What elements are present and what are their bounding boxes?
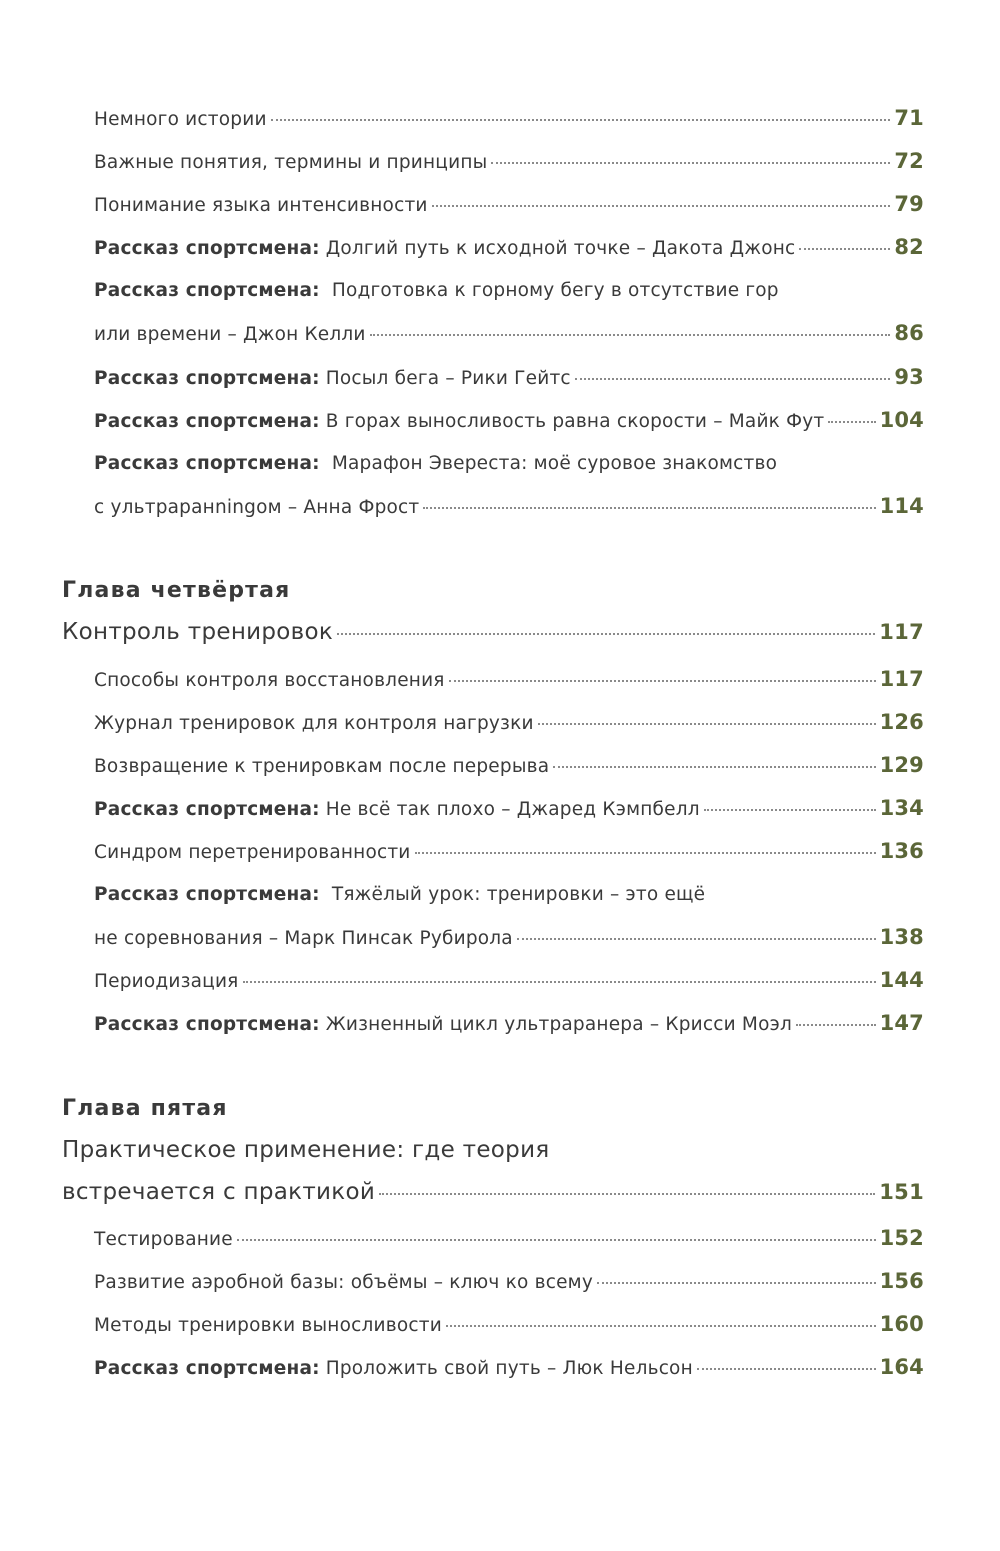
toc-entry-title: Возвращение к тренировкам после перерыва [94, 756, 550, 777]
toc-entry-page: 117 [879, 620, 924, 644]
toc-entry-title: Способы контроля восстановления [94, 670, 445, 691]
toc-entry-page: 126 [879, 710, 924, 734]
toc-entry-page: 160 [879, 1312, 924, 1336]
toc-entry-page: 117 [879, 667, 924, 691]
toc-entry[interactable] [94, 106, 924, 130]
athlete-story-label: Рассказ спортсмена: [94, 1358, 320, 1379]
toc-entry[interactable] [94, 365, 924, 389]
toc-entry[interactable] [94, 192, 924, 216]
toc-entry-line[interactable] [94, 453, 777, 474]
toc-entry[interactable] [94, 710, 924, 734]
leader-dots [449, 680, 876, 682]
toc-entry[interactable] [94, 235, 924, 259]
toc-entry-page: 152 [879, 1226, 924, 1250]
toc-entry[interactable] [94, 494, 924, 518]
toc-entry-title: Методы тренировки выносливости [94, 1315, 442, 1336]
toc-entry-title: или времени – Джон Келли [94, 324, 366, 345]
athlete-story-label: Рассказ спортсмена: [94, 1014, 320, 1035]
leader-dots [379, 1193, 875, 1195]
leader-dots [517, 938, 876, 940]
toc-entry-title: Проложить свой путь – Люк Нельсон [325, 1358, 693, 1379]
athlete-story-label: Рассказ спортсмена: [94, 368, 320, 389]
toc-entry-line[interactable] [94, 280, 779, 301]
toc-entry-title: Немного истории [94, 109, 267, 130]
toc-entry-title: Подготовка к горному бегу в отсутствие гор [331, 280, 779, 301]
chapter-heading: Глава четвёртая [62, 578, 291, 603]
toc-entry[interactable] [94, 1226, 924, 1250]
toc-entry-line[interactable] [94, 884, 705, 905]
leader-dots [799, 248, 890, 250]
toc-entry-page: 72 [894, 149, 924, 173]
toc-entry-title: Развитие аэробной базы: объёмы – ключ ко всему [94, 1272, 593, 1293]
toc-entry[interactable] [94, 925, 924, 949]
chapter-title-entry[interactable] [62, 1179, 924, 1205]
chapter-title: Практическое применение: где теория [62, 1137, 550, 1163]
leader-dots [828, 421, 875, 423]
toc-entry-title: В горах выносливость равна скорости – Майк Фут [325, 411, 825, 432]
toc-entry-page: 93 [894, 365, 924, 389]
toc-entry[interactable] [94, 321, 924, 345]
toc-entry[interactable] [94, 968, 924, 992]
toc-entry[interactable] [94, 1269, 924, 1293]
chapter-title: Контроль тренировок [62, 619, 334, 645]
toc-entry-page: 144 [879, 968, 924, 992]
toc-entry-page: 79 [894, 192, 924, 216]
leader-dots [415, 852, 876, 854]
toc-entry-page: 104 [879, 408, 924, 432]
leader-dots [597, 1282, 876, 1284]
toc-entry-title: Не всё так плохо – Джаред Кэмпбелл [325, 799, 700, 820]
toc-entry-title: Журнал тренировок для контроля нагрузки [94, 713, 534, 734]
toc-entry-page: 129 [879, 753, 924, 777]
toc-entry-page: 151 [879, 1180, 924, 1204]
leader-dots [796, 1024, 876, 1026]
toc-entry-page: 134 [879, 796, 924, 820]
chapter-heading: Глава пятая [62, 1096, 228, 1121]
chapter-title-line[interactable] [62, 1137, 549, 1163]
toc-entry-page: 164 [879, 1355, 924, 1379]
athlete-story-label: Рассказ спортсмена: [94, 238, 320, 259]
athlete-story-label: Рассказ спортсмена: [94, 453, 320, 474]
athlete-story-label: Рассказ спортсмена: [94, 884, 320, 905]
athlete-story-label: Рассказ спортсмена: [94, 280, 320, 301]
toc-entry[interactable] [94, 1355, 924, 1379]
leader-dots [271, 119, 891, 121]
toc-entry-title: Важные понятия, термины и принципы [94, 152, 488, 173]
leader-dots [538, 723, 876, 725]
toc-entry-page: 138 [879, 925, 924, 949]
leader-dots [337, 633, 875, 635]
toc-entry-title: Долгий путь к исходной точке – Дакота Джонс [325, 238, 796, 259]
leader-dots [243, 981, 876, 983]
toc-entry[interactable] [94, 667, 924, 691]
toc-entry[interactable] [94, 149, 924, 173]
chapter-title: встречается с практикой [62, 1179, 376, 1205]
leader-dots [491, 162, 890, 164]
toc-entry-title: Синдром перетренированности [94, 842, 411, 863]
athlete-story-label: Рассказ спортсмена: [94, 411, 320, 432]
toc-entry-title: с ультраранningом – Анна Фрост [94, 497, 420, 518]
leader-dots [432, 205, 891, 207]
toc-entry-title: Периодизация [94, 971, 239, 992]
leader-dots [704, 809, 876, 811]
toc-entry[interactable] [94, 753, 924, 777]
leader-dots [575, 378, 891, 380]
toc-entry-page: 147 [879, 1011, 924, 1035]
toc-entry-title: Посыл бега – Рики Гейтс [325, 368, 571, 389]
leader-dots [370, 334, 891, 336]
toc-entry-title: Тяжёлый урок: тренировки – это ещё [331, 884, 706, 905]
toc-entry-title: Понимание языка интенсивности [94, 195, 428, 216]
toc-entry[interactable] [94, 1011, 924, 1035]
toc-entry-title: Марафон Эвереста: моё суровое знакомство [331, 453, 778, 474]
toc-entry[interactable] [94, 1312, 924, 1336]
leader-dots [446, 1325, 876, 1327]
toc-entry-title: Тестирование [94, 1229, 233, 1250]
toc-entry-page: 71 [894, 106, 924, 130]
chapter-title-entry[interactable] [62, 619, 924, 645]
toc-entry[interactable] [94, 408, 924, 432]
toc-entry-title: Жизненный цикл ультраранера – Крисси Моэл [325, 1014, 792, 1035]
toc-entry-page: 156 [879, 1269, 924, 1293]
leader-dots [237, 1239, 876, 1241]
toc-entry[interactable] [94, 839, 924, 863]
toc-entry-page: 86 [894, 321, 924, 345]
toc-entry-page: 82 [894, 235, 924, 259]
leader-dots [423, 507, 875, 509]
toc-entry[interactable] [94, 796, 924, 820]
leader-dots [553, 766, 875, 768]
toc-entry-page: 114 [879, 494, 924, 518]
athlete-story-label: Рассказ спортсмена: [94, 799, 320, 820]
leader-dots [697, 1368, 876, 1370]
toc-entry-title: не соревнования – Марк Пинсак Рубирола [94, 928, 513, 949]
toc-entry-page: 136 [879, 839, 924, 863]
